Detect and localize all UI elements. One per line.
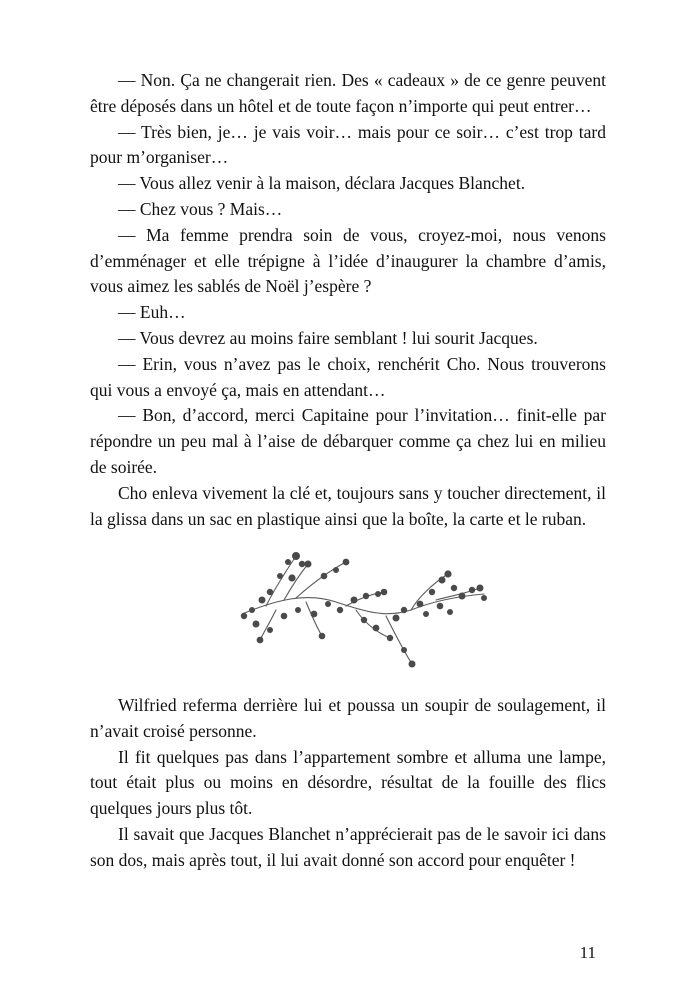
paragraph: — Vous allez venir à la maison, déclara Jacques Blanchet.: [118, 173, 526, 194]
floral-branch-ornament: [236, 540, 490, 676]
paragraph: — Très bien, je… je vais voir… mais pour ce soir… c’est trop tard pour m’organiser…: [90, 121, 606, 168]
text-block-top: [90, 68, 606, 532]
paragraph: — Euh…: [118, 302, 186, 323]
page-number: 11: [579, 943, 596, 962]
paragraph: Il fit quelques pas dans l’appartement sombre et alluma une lampe, tout était plus ou moins en désordre, résultat de la fouille des flics quelques jours plus tôt.: [90, 746, 606, 819]
paragraph: — Non. Ça ne changerait rien. Des « cadeaux » de ce genre peuvent être déposés dans un hôtel et de toute façon n’importe qui peut entrer…: [90, 70, 606, 116]
paragraph: — Chez vous ? Mais…: [118, 198, 283, 219]
paragraph: Cho enleva vivement la clé et, toujours sans y toucher directement, il la glissa dans un sac en plastique ainsi que la boîte, la carte et le ruban.: [90, 482, 606, 529]
paragraph: Wilfried referma derrière lui et poussa un soupir de soulagement, il n’avait croisé personne.: [90, 695, 606, 741]
text-block-bottom: [90, 693, 606, 874]
paragraph: — Bon, d’accord, merci Capitaine pour l’invitation… finit-elle par répondre un peu mal à l’aise de débarquer comme ça chez lui en milieu de soirée.: [90, 405, 606, 477]
paragraph: — Ma femme prendra soin de vous, croyez-moi, nous venons d’emménager et elle trépigne à l’idée d’inaugurer la chambre d’amis, vous aimez les sablés de Noël j’espère ?: [90, 224, 606, 297]
paragraph: — Vous devrez au moins faire semblant ! lui sourit Jacques.: [118, 327, 538, 348]
paragraph: Il savait que Jacques Blanchet n’apprécierait pas de le savoir ici dans son dos, mais après tout, il lui avait donné son accord pour enquêter !: [90, 823, 606, 870]
paragraph: — Erin, vous n’avez pas le choix, renchérit Cho. Nous trouverons qui vous a envoyé ça, mais en attendant…: [90, 353, 606, 400]
